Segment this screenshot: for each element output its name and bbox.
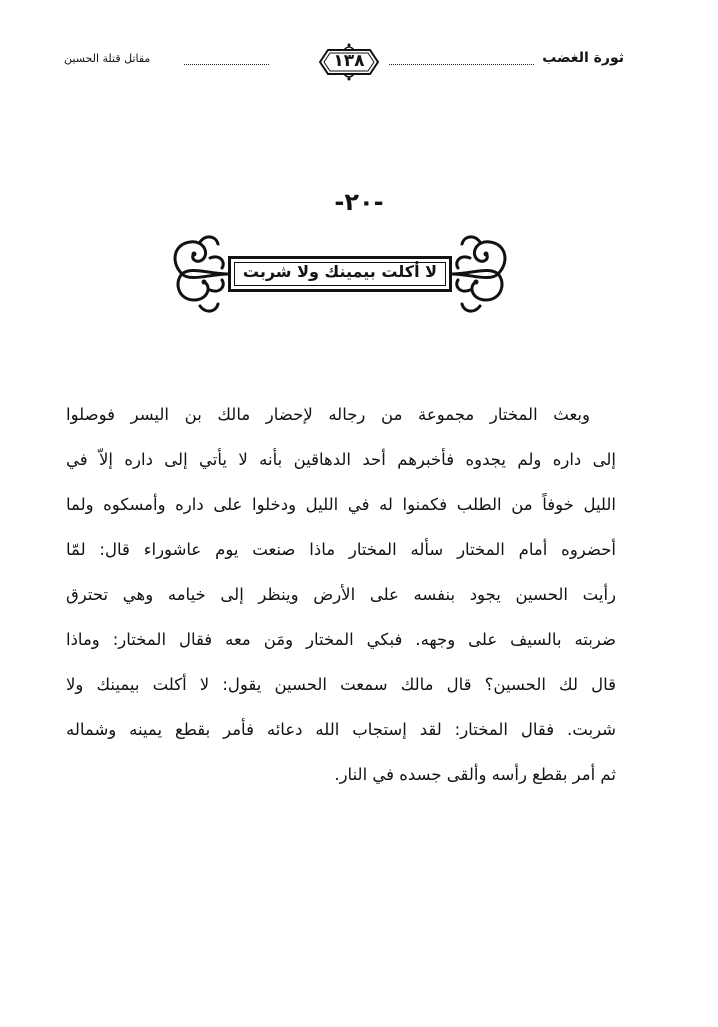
body-line: ثم أمر بقطع رأسه وألقى جسده في النار. xyxy=(334,765,616,784)
body-line: ضربته بالسيف على وجهه. فبكي المختار ومَن معه فقال المختار: وماذا xyxy=(66,630,616,649)
page-number-frame xyxy=(314,42,384,82)
header-dotted-leader-left xyxy=(184,64,269,65)
header-dotted-leader-right xyxy=(389,64,534,65)
body-line: إلى داره ولم يجدوه فأخبرهم أحد الدهاقين بأنه لا يأتي إلى داره إلاّ في xyxy=(66,450,616,469)
body-line: وبعث المختار مجموعة من رجاله لإحضار مالك بن اليسر فوصلوا xyxy=(66,405,590,424)
page-header xyxy=(64,42,624,82)
body-paragraph xyxy=(66,392,616,797)
page-number: ١٣٨ xyxy=(333,51,365,71)
chapter-number: -٢٠- xyxy=(334,188,384,216)
header-section-title: مقاتل قتلة الحسين xyxy=(64,52,151,65)
chapter-title: لا أكلت بيمينك ولا شربت xyxy=(242,262,438,281)
chapter-title-box xyxy=(228,256,452,292)
body-line: الليل خوفاً من الطلب فكمنوا له في الليل ودخلوا على داره وأمسكوه ولما xyxy=(66,495,616,514)
body-line: قال لك الحسين؟ قال مالك سمعت الحسين يقول: لا أكلت بيمينك ولا xyxy=(66,675,616,694)
header-book-title: ثورة الغضب xyxy=(542,50,624,66)
body-line: شربت. فقال المختار: لقد إستجاب الله دعائه فأمر بقطع يمينه وشماله xyxy=(66,720,616,739)
chapter-title-ornament xyxy=(160,228,520,320)
body-line: أحضروه أمام المختار سأله المختار ماذا صنعت يوم عاشوراء قال: لمّا xyxy=(66,540,616,559)
body-line: رأيت الحسين يجود بنفسه على الأرض وينظر إلى خيامه وهي تحترق xyxy=(66,585,616,604)
